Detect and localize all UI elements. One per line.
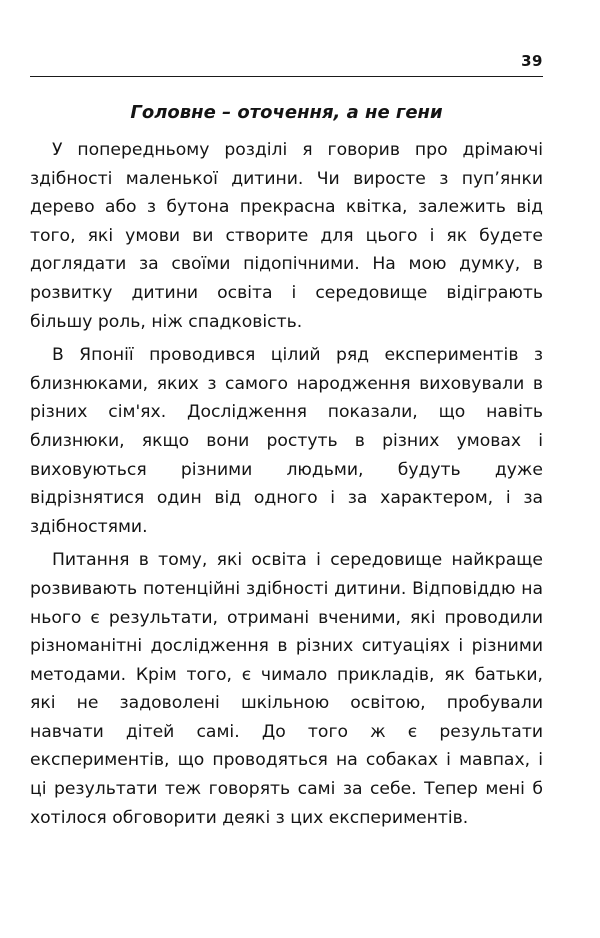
body-text (30, 136, 543, 832)
page-number: 39 (521, 52, 543, 70)
paragraph-3: Питання в тому, які освіта і середовище найкраще розвивають потенційні здібності дитини. Відповіддю на нього є результати, отримані вченими, які проводили різноманітні дослідження в різних ситуаціях і різними методами. Крім того, є чимало прикладів, як батьки, які не задоволені шкільною освітою, пробували навчати дітей самі. До того ж є результати експериментів, що проводяться на собаках і мавпах, і ці результати теж говорять самі за себе. Тепер мені б хотілося обговорити деякі з цих експериментів. (30, 550, 543, 828)
section-title: Головне – оточення, а не гени (130, 102, 443, 123)
header-rule (30, 76, 543, 77)
paragraph-1: У попередньому розділі я говорив про дрімаючі здібності маленької дитини. Чи виросте з пуп’янки дерево або з бутона прекрасна квітка, залежить від того, які умови ви створите для цього і як будете доглядати за своїми підопічними. На мою думку, в розвитку дитини освіта і середовище відіграють більшу роль, ніж спадковість. (30, 140, 543, 332)
paragraph-2: В Японії проводився цілий ряд експериментів з близнюками, яких з самого народження виховували в різних сім'ях. Дослідження показали, що навіть близнюки, якщо вони ростуть в різних умовах і виховуються різними людьми, будуть дуже відрізнятися один від одного і за характером, і за здібностями. (30, 345, 543, 537)
